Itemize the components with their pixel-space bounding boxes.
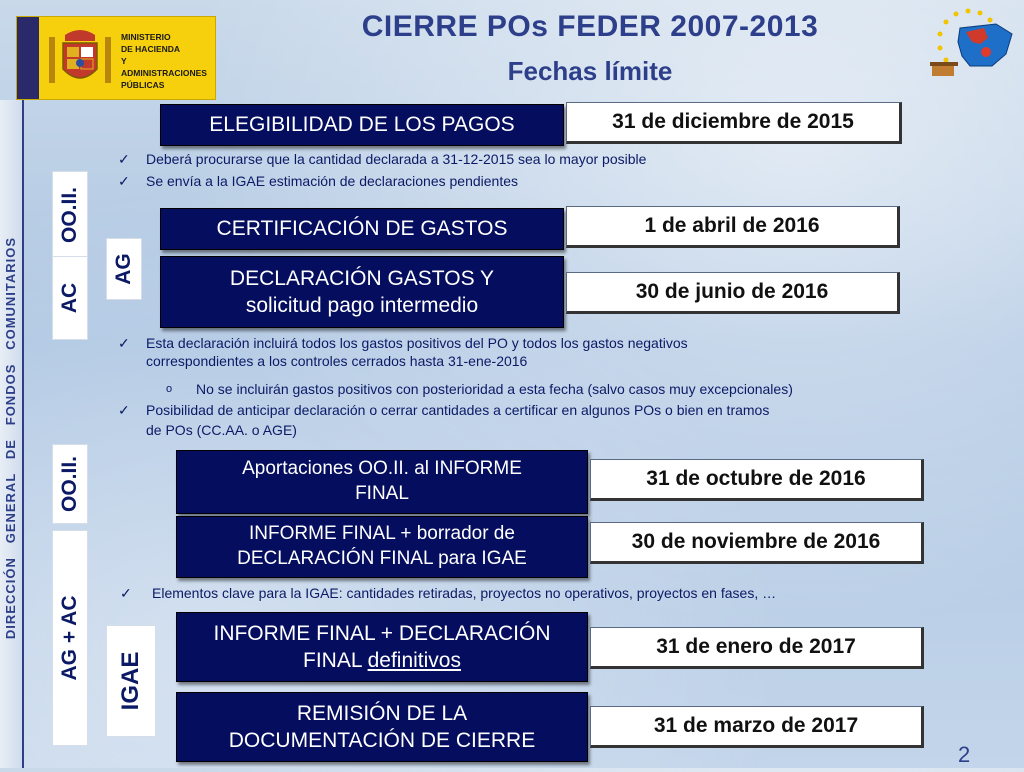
ministry-logo [16, 16, 216, 100]
milestone-label-part: FINAL [303, 649, 368, 672]
side-label-ooii [52, 444, 88, 524]
milestone-label: DOCUMENTACIÓN DE CIERRE [228, 729, 536, 752]
checkmark-icon: ✓ [120, 585, 132, 601]
milestone-label-emphasis: definitivos [367, 649, 461, 672]
milestone-label: INFORME FINAL + borrador de [249, 523, 515, 545]
logo-line: DE HACIENDA [121, 44, 181, 54]
date-text: 30 de noviembre de 2016 [631, 530, 881, 553]
side-label-text: OO.II. [58, 186, 81, 243]
side-label-text: AG [112, 253, 135, 285]
checkmark-icon: ✓ [118, 173, 130, 189]
milestone-date [590, 627, 924, 669]
logo-line: PÚBLICAS [121, 80, 165, 90]
milestone-box [176, 450, 588, 514]
date-text: 31 de octubre de 2016 [646, 467, 866, 490]
bullet-text: Elementos clave para la IGAE: cantidades retiradas, proyectos no operativos, proyectos en fases, … [152, 585, 777, 601]
side-label-ag-ac [52, 530, 88, 746]
milestone-box [176, 612, 588, 682]
checkmark-icon: ✓ [118, 151, 130, 167]
date-text: 31 de enero de 2017 [656, 635, 856, 658]
milestone-label: INFORME FINAL + DECLARACIÓN [213, 621, 551, 645]
side-label-text: IGAE [117, 651, 144, 711]
milestone-label: REMISIÓN DE LA [296, 701, 468, 725]
milestone-date [566, 206, 900, 248]
side-label-text: AG + AC [58, 595, 81, 681]
page-subtitle: Fechas límite [507, 56, 673, 86]
milestone-box [160, 208, 564, 250]
checkmark-icon: ✓ [118, 402, 130, 418]
side-label-ag [106, 238, 142, 300]
bullet-text: de POs (CC.AA. o AGE) [146, 422, 297, 438]
bullet-item [118, 335, 988, 371]
flag-bar [17, 17, 39, 99]
bullet-text: correspondientes a los controles cerrados hasta 31-ene-2016 [146, 353, 528, 369]
logo-text [121, 31, 213, 91]
milestone-date [566, 102, 902, 144]
left-band-text: DIRECCIÓN GENERAL DE FONDOS COMUNITARIOS [3, 236, 18, 640]
date-text: 1 de abril de 2016 [644, 214, 820, 237]
page-number: 2 [958, 742, 971, 767]
bullet-text: Deberá procurarse que la cantidad declarada a 31-12-2015 sea lo mayor posible [146, 151, 647, 167]
milestone-box [176, 692, 588, 762]
milestone-label: ELEGIBILIDAD DE LOS PAGOS [209, 113, 515, 137]
milestone-date [590, 706, 924, 748]
milestone-label: CERTIFICACIÓN DE GASTOS [216, 217, 508, 241]
milestone-date [566, 272, 900, 314]
milestone-label: DECLARACIÓN GASTOS Y [229, 266, 495, 290]
bullet-item [118, 173, 838, 190]
bullet-item [120, 585, 1000, 602]
milestone-label [303, 647, 461, 674]
bullet-text: No se incluirán gastos positivos con posterioridad a esta fecha (salvo casos muy excepcionales) [196, 381, 793, 397]
side-label-text: OO.II. [58, 455, 81, 513]
side-label-ac [52, 256, 88, 340]
eu-map-icon [926, 4, 1018, 80]
milestone-date [590, 459, 924, 501]
coat-of-arms-icon [45, 23, 115, 93]
bullet-item [118, 402, 988, 438]
logo-line: MINISTERIO [121, 32, 171, 42]
checkmark-icon: ✓ [118, 335, 130, 351]
side-label-igae [106, 625, 156, 737]
date-text: 31 de diciembre de 2015 [612, 110, 854, 133]
bullet-text: Se envía a la IGAE estimación de declaraciones pendientes [146, 173, 519, 189]
circle-bullet-icon: o [166, 383, 173, 395]
milestone-label: Aportaciones OO.II. al INFORME [242, 458, 522, 480]
milestone-box [160, 104, 564, 146]
date-text: 30 de junio de 2016 [635, 280, 829, 303]
bullet-text: Posibilidad de anticipar declaración o cerrar cantidades a certificar en algunos POs o bien en tramos [146, 402, 770, 418]
logo-line: Y ADMINISTRACIONES [121, 56, 207, 78]
date-text: 31 de marzo de 2017 [653, 714, 859, 737]
side-label-text: AC [58, 282, 81, 314]
side-label-ooii [52, 171, 88, 258]
milestone-label: FINAL [355, 483, 409, 504]
milestone-date [590, 522, 924, 564]
sub-bullet-item [166, 381, 996, 398]
milestone-label: solicitud pago intermedio [245, 294, 479, 317]
bullet-text: Esta declaración incluirá todos los gastos positivos del PO y todos los gastos negativos [146, 335, 688, 351]
bullet-item [118, 151, 838, 168]
milestone-box [176, 516, 588, 578]
milestone-label: DECLARACIÓN FINAL para IGAE [237, 548, 527, 569]
milestone-box [160, 256, 564, 328]
page-title: CIERRE POs FEDER 2007-2013 [361, 10, 819, 43]
